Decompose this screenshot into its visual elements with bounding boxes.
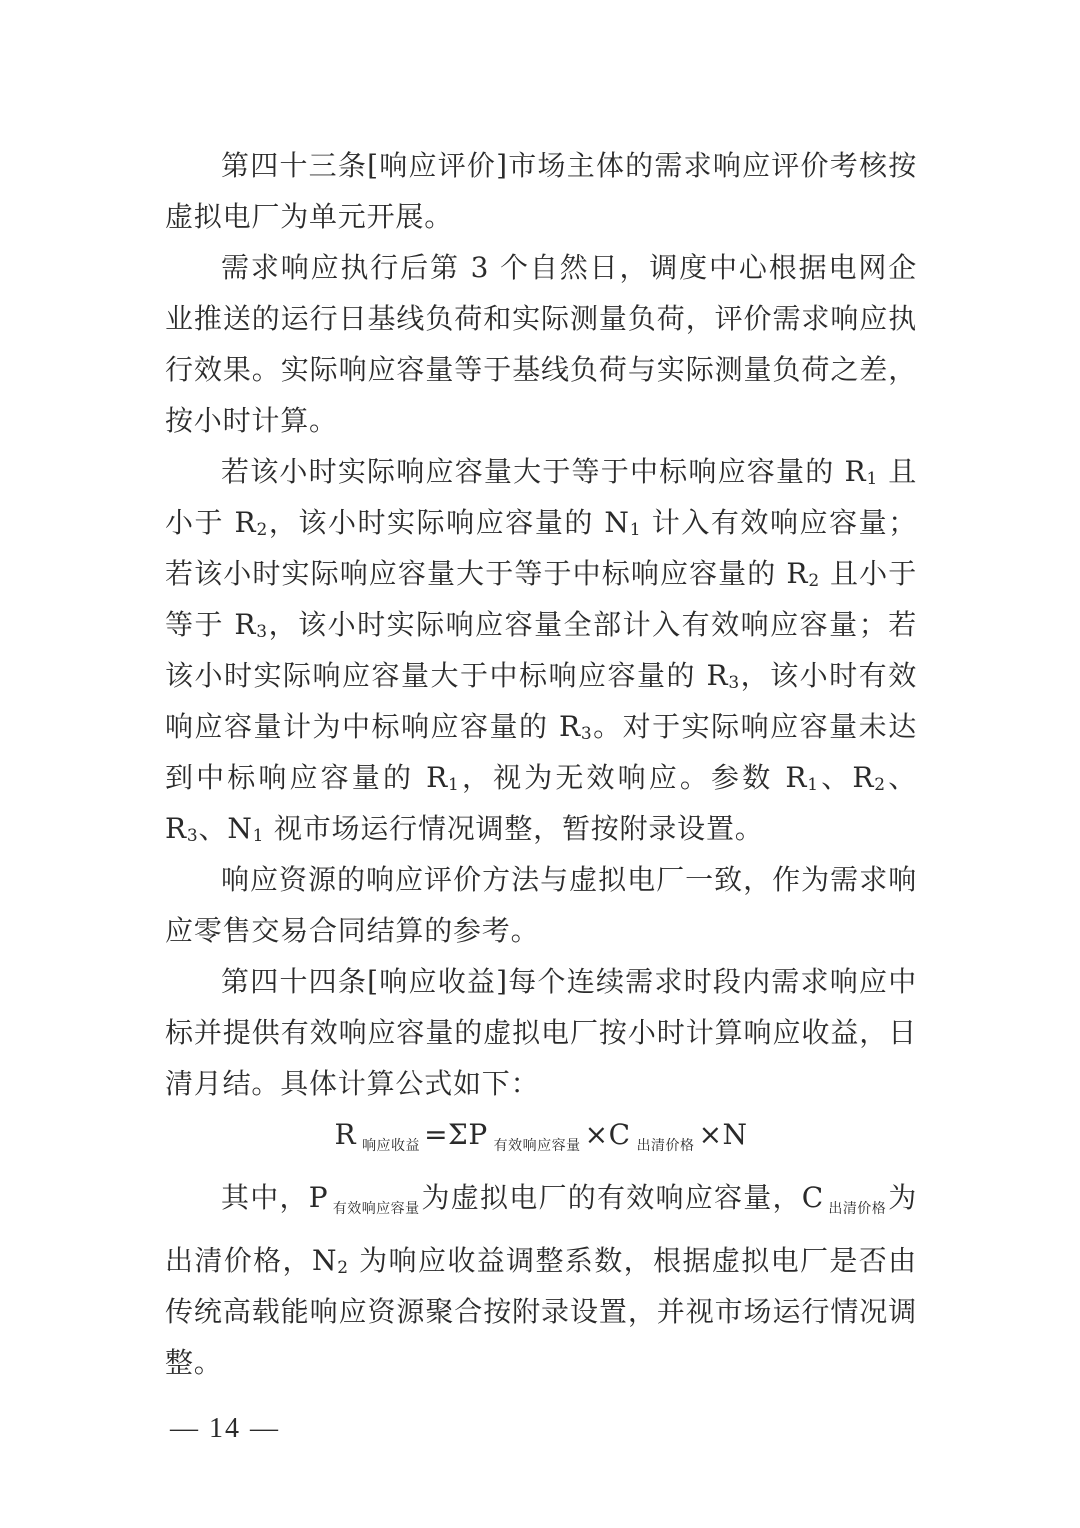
- article-43-paragraph-3: 若该小时实际响应容量大于等于中标响应容量的 $R_1$ 且小于 $R_2$，该小时实际响应容量的 $N_1$ 计入有效响应容量；若该小时实际响应容量大于等于中标响应容量的 $R_2$ 且小于等于 $R_3$，该小时实际响应容量全部计入有效响应容量；若该小时实际响应容量大于中标响应容量的 $R_3$，该小时有效响应容量计为中标响应容量的 $R_3$。对于实际响应容量未达到中标响应容量的 $R_1$，视为无效响应。参数 $R_1$、$R_2$、$R_3$、$N_1$ 视市场运行情况调整，暂按附录设置。: [165, 455, 917, 846]
- article-44-paragraph-2: 其中，P $_{有效响应容量}$为虚拟电厂的有效响应容量，C $_{出清价格}$为出清价格，$N_2$ 为响应收益调整系数，根据虚拟电厂是否由传统高载能响应资源聚合按附录设置，并视市场运行情况调整。: [165, 1181, 917, 1379]
- article-43-paragraph-4: 响应资源的响应评价方法与虚拟电厂一致，作为需求响应零售交易合同结算的参考。: [165, 863, 917, 947]
- article-44-heading-paragraph: 第四十四条[响应收益]每个连续需求时段内需求响应中标并提供有效响应容量的虚拟电厂按小时计算响应收益，日清月结。具体计算公式如下：: [165, 965, 917, 1100]
- article-43-heading-paragraph: 第四十三条[响应评价]市场主体的需求响应评价考核按虚拟电厂为单元开展。: [165, 149, 917, 233]
- revenue-formula: R $_{响应收益}$ =ΣP $_{有效响应容量}$ ×C $_{出清价格}$ ×N: [334, 1118, 748, 1154]
- page-number: — 14 —: [170, 1413, 280, 1444]
- document-body: [165, 140, 917, 1388]
- article-43-paragraph-2: 需求响应执行后第 3 个自然日，调度中心根据电网企业推送的运行日基线负荷和实际测量负荷，评价需求响应执行效果。实际响应容量等于基线负荷与实际测量负荷之差，按小时计算。: [165, 251, 917, 437]
